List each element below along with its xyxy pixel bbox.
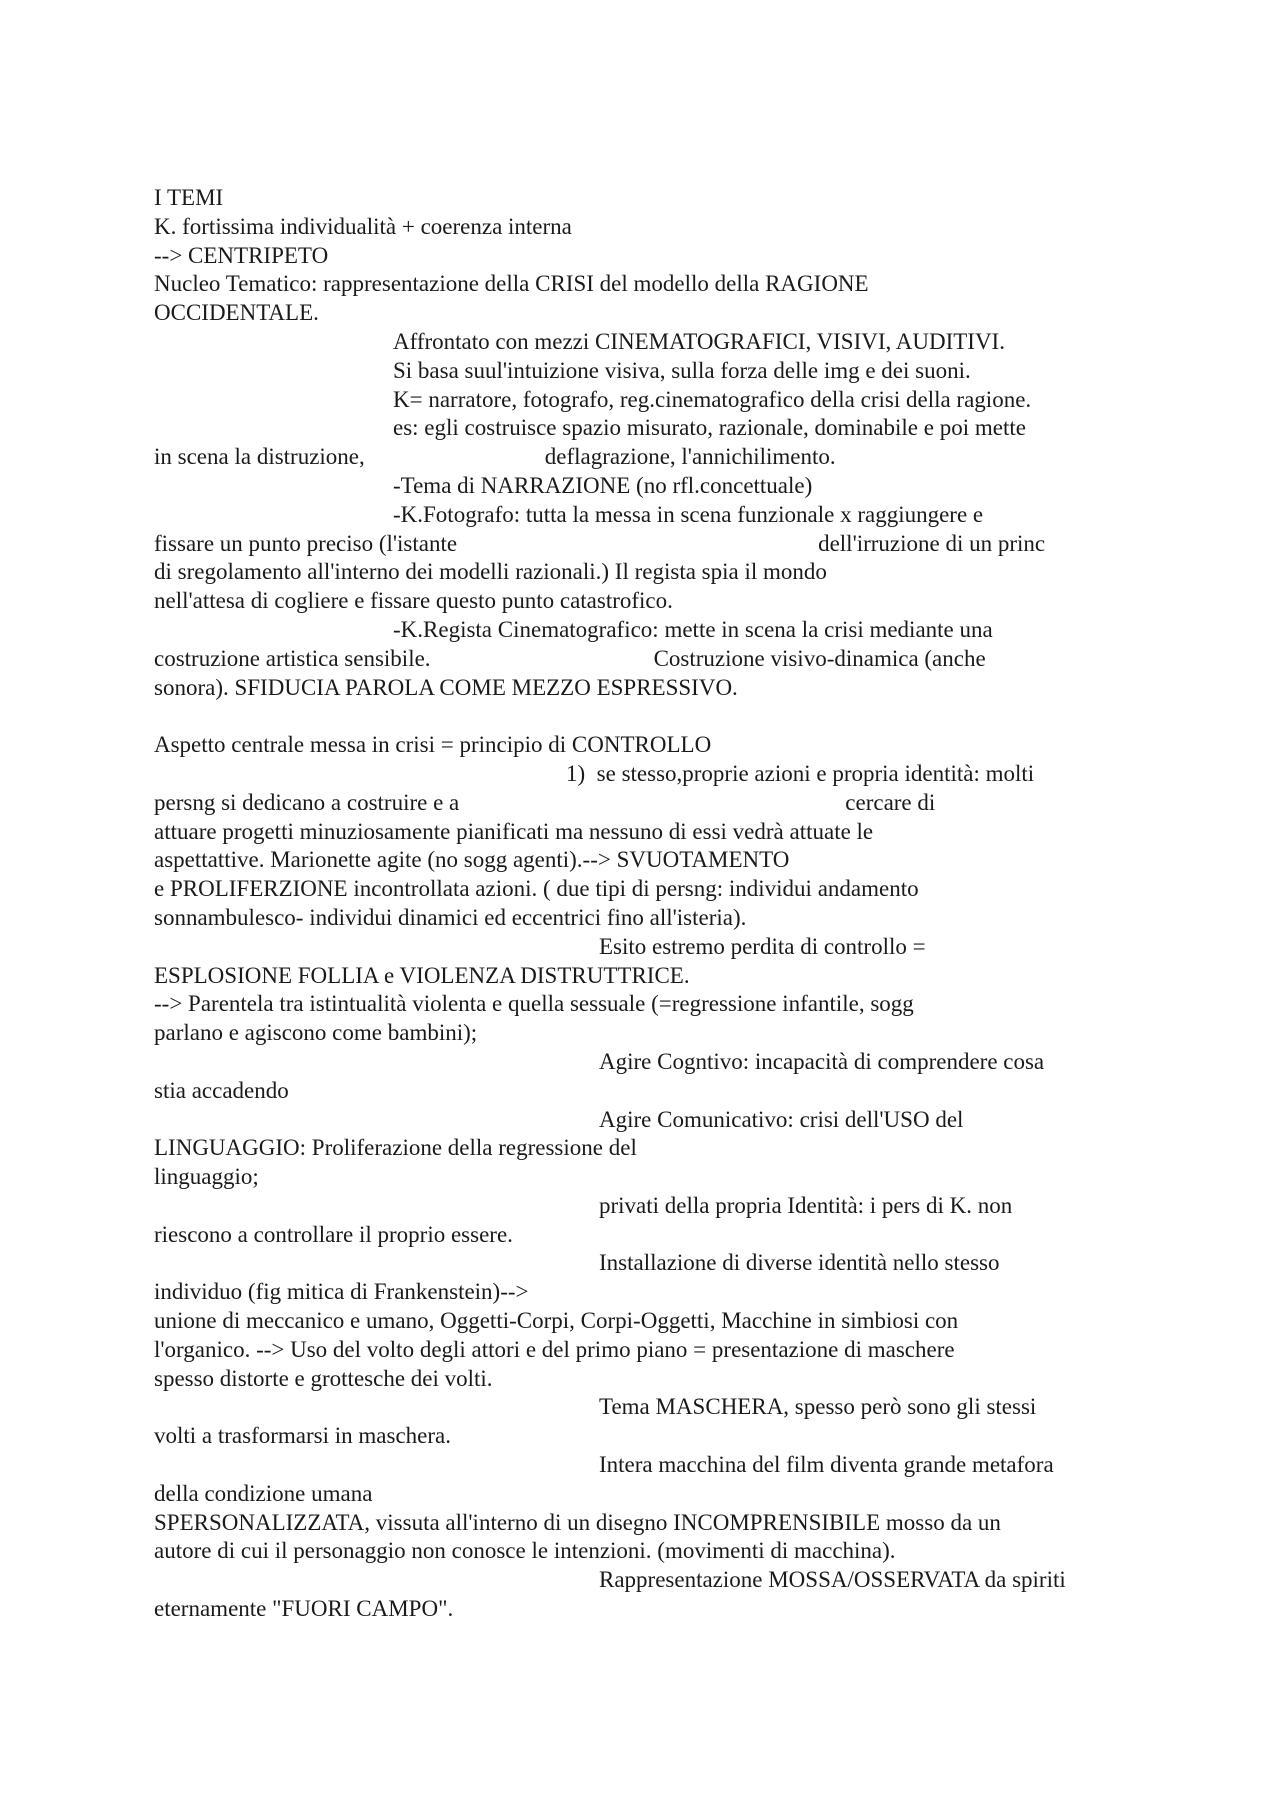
text-fragment: fissare un punto preciso (l'istante	[154, 530, 458, 556]
text-line: l'organico. --> Uso del volto degli attori e del primo piano = presentazione di maschere	[154, 1336, 955, 1362]
document-body	[154, 184, 1134, 1624]
text-fragment: deflagrazione, l'annichilimento.	[544, 444, 836, 470]
text-line: volti a trasformarsi in maschera.	[154, 1423, 451, 1449]
text-line: Si basa suul'intuizione visiva, sulla forza delle img e dei suoni.	[393, 357, 971, 383]
text-line: ESPLOSIONE FOLLIA e VIOLENZA DISTRUTTRICE.	[154, 962, 690, 988]
text-line: -K.Regista Cinematografico: mette in scena la crisi mediante una	[393, 616, 993, 642]
text-line	[154, 530, 1134, 559]
text-line: es: egli costruisce spazio misurato, razionale, dominabile e poi mette	[393, 415, 1026, 441]
text-line	[154, 789, 1134, 818]
text-fragment: Costruzione visivo-dinamica (anche	[653, 645, 986, 671]
text-line: autore di cui il personaggio non conosce le intenzioni. (movimenti di macchina).	[154, 1538, 896, 1564]
text-fragment: costruzione artistica sensibile.	[154, 645, 431, 671]
document-title: I TEMI	[154, 185, 224, 210]
text-line	[154, 645, 1134, 674]
text-line: stia accadendo	[154, 1077, 289, 1103]
text-line: sonnambulesco- individui dinamici ed eccentrici fino all'isteria).	[154, 904, 747, 930]
text-line: parlano e agiscono come bambini);	[154, 1020, 478, 1046]
blank-line	[154, 702, 1134, 731]
text-line: -K.Fotografo: tutta la messa in scena funzionale x raggiungere e	[393, 501, 984, 527]
text-line: e PROLIFERZIONE incontrollata azioni. ( due tipi di persng: individui andamento	[154, 876, 919, 902]
text-line: SPERSONALIZZATA, vissuta all'interno di un disegno INCOMPRENSIBILE mosso da un	[154, 1509, 1001, 1535]
text-line: 1) se stesso,proprie azioni e propria identità: molti	[566, 760, 1035, 786]
text-line: sonora). SFIDUCIA PAROLA COME MEZZO ESPRESSIVO.	[154, 674, 738, 700]
text-line: unione di meccanico e umano, Oggetti-Corpi, Corpi-Oggetti, Macchine in simbiosi con	[154, 1308, 959, 1334]
text-line: privati della propria Identità: i pers di K. non	[599, 1192, 1013, 1218]
text-line: Esito estremo perdita di controllo =	[599, 933, 926, 959]
text-line: Agire Cogntivo: incapacità di comprendere cosa	[599, 1048, 1045, 1074]
text-line: attuare progetti minuziosamente pianificati ma nessuno di essi vedrà attuate le	[154, 818, 874, 844]
text-line: --> CENTRIPETO	[154, 242, 329, 268]
text-line: Rappresentazione MOSSA/OSSERVATA da spiriti	[599, 1567, 1066, 1593]
text-line: Nucleo Tematico: rappresentazione della CRISI del modello della RAGIONE	[154, 271, 869, 297]
text-line: Intera macchina del film diventa grande metafora	[599, 1452, 1054, 1478]
text-line: LINGUAGGIO: Proliferazione della regressione del	[154, 1135, 637, 1161]
text-line: K. fortissima individualità + coerenza interna	[154, 213, 572, 239]
text-line: Affrontato con mezzi CINEMATOGRAFICI, VISIVI, AUDITIVI.	[393, 328, 1005, 354]
text-line: Aspetto centrale messa in crisi = principio di CONTROLLO	[154, 732, 712, 758]
text-line: Installazione di diverse identità nello stesso	[599, 1250, 1000, 1276]
text-fragment: cercare di	[845, 789, 936, 815]
text-line: linguaggio;	[154, 1164, 259, 1190]
text-line: della condizione umana	[154, 1480, 373, 1506]
text-line: di sregolamento all'interno dei modelli razionali.) Il regista spia il mondo	[154, 559, 827, 585]
text-line: spesso distorte e grottesche dei volti.	[154, 1365, 493, 1391]
text-line: aspettattive. Marionette agite (no sogg agenti).--> SVUOTAMENTO	[154, 847, 790, 873]
text-line: --> Parentela tra istintualità violenta e quella sessuale (=regressione infantile, sogg	[154, 991, 914, 1017]
text-fragment: dell'irruzione di un princ	[818, 530, 1046, 556]
text-line	[154, 443, 1134, 472]
text-line: -Tema di NARRAZIONE (no rfl.concettuale)	[393, 472, 813, 498]
text-fragment: persng si dedicano a costruire e a	[154, 789, 460, 815]
text-line: individuo (fig mitica di Frankenstein)-->	[154, 1279, 529, 1305]
text-line: riescono a controllare il proprio essere.	[154, 1221, 513, 1247]
text-line: eternamente "FUORI CAMPO".	[154, 1596, 454, 1622]
text-fragment: in scena la distruzione,	[154, 444, 365, 470]
text-line: Agire Comunicativo: crisi dell'USO del	[599, 1106, 964, 1132]
text-line: Tema MASCHERA, spesso però sono gli stessi	[599, 1394, 1037, 1420]
text-line: K= narratore, fotografo, reg.cinematografico della crisi della ragione.	[393, 386, 1032, 412]
text-line: nell'attesa di cogliere e fissare questo punto catastrofico.	[154, 588, 673, 614]
text-line: OCCIDENTALE.	[154, 300, 319, 326]
